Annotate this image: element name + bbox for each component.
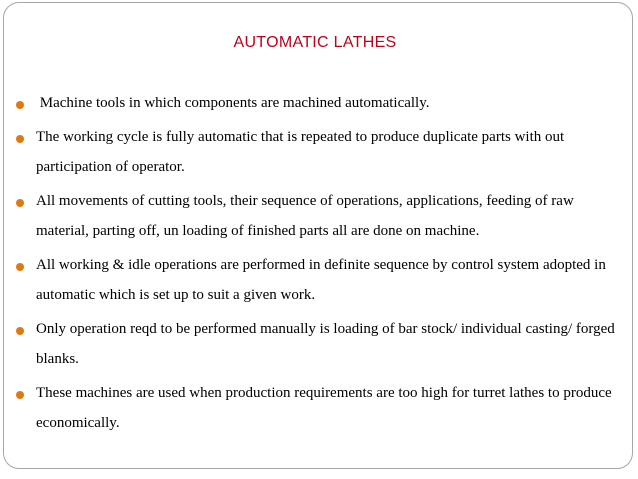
bullet-dot-icon (16, 135, 24, 143)
bullet-dot-icon (16, 391, 24, 399)
bullet-text: The working cycle is fully automatic that is repeated to produce duplicate parts with out participation of operator. (36, 128, 568, 175)
bullet-list (15, 88, 619, 442)
bullet-dot-icon (16, 263, 24, 271)
bullet-dot-icon (16, 327, 24, 335)
list-item (15, 378, 615, 439)
bullet-text: Only operation reqd to be performed manually is loading of bar stock/ individual casting/ forged blanks. (36, 320, 619, 367)
bullet-text: These machines are used when production requirements are too high for turret lathes to produce economically. (36, 384, 616, 431)
list-item (15, 88, 615, 119)
bullet-text: All movements of cutting tools, their sequence of operations, applications, feeding of raw material, parting off, un loading of finished parts all are done on machine. (36, 192, 578, 239)
list-item (15, 122, 615, 183)
bullet-text: All working & idle operations are performed in definite sequence by control system adopted in automatic which is set up to suit a given work. (36, 256, 610, 303)
bullet-text: Machine tools in which components are machined automatically. (36, 95, 430, 111)
list-item (15, 186, 615, 247)
bullet-dot-icon (16, 101, 24, 109)
list-item (15, 250, 615, 311)
bullet-dot-icon (16, 199, 24, 207)
slide-title: AUTOMATIC LATHES (233, 34, 397, 51)
list-item (15, 314, 619, 375)
